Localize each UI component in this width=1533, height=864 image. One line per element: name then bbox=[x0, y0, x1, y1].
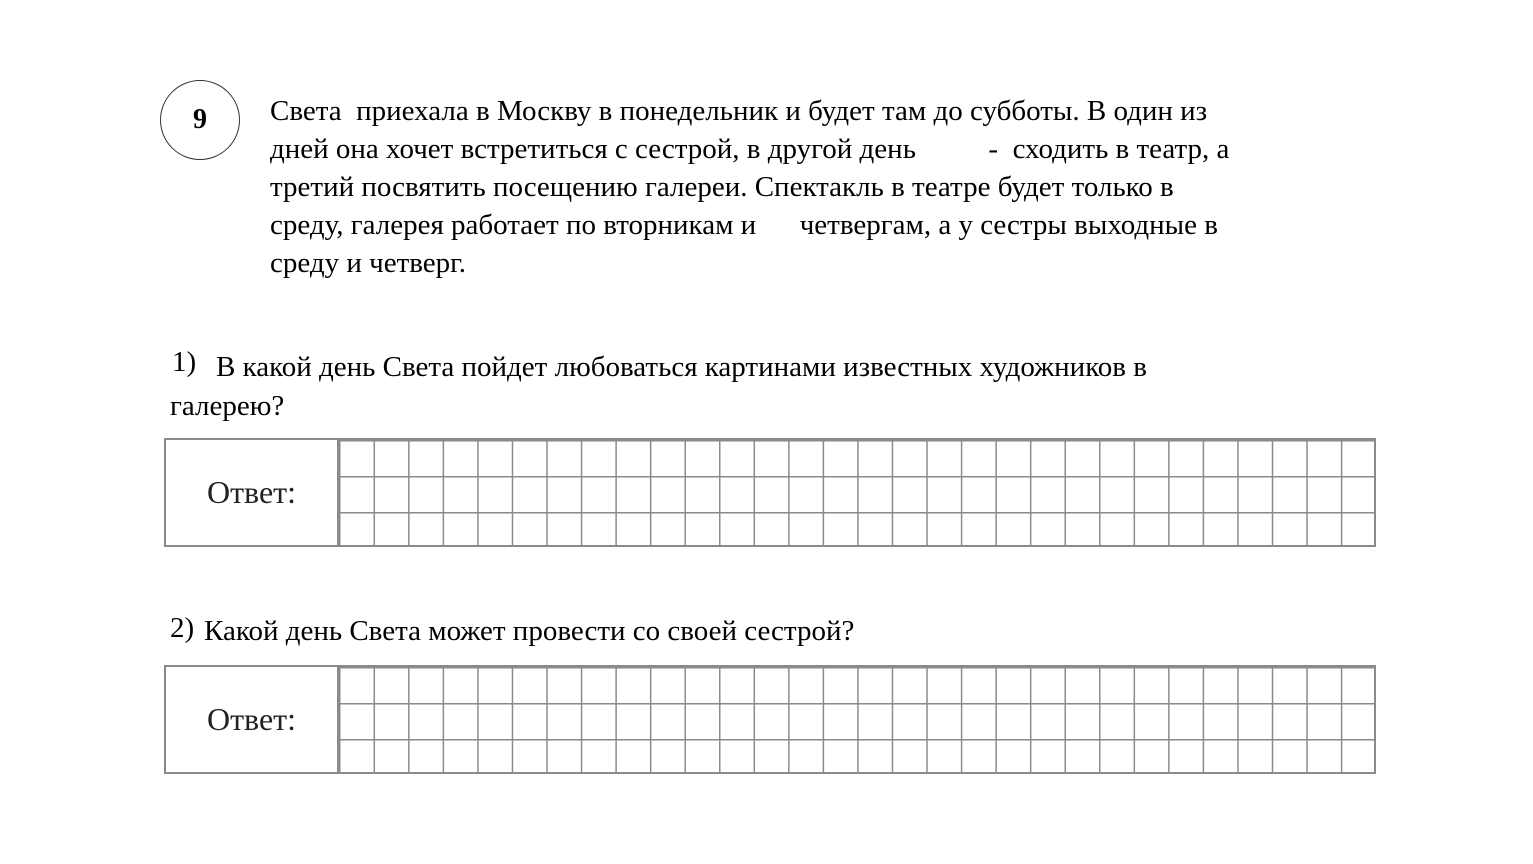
problem-statement bbox=[270, 92, 1229, 282]
problem-line: Света приехала в Москву в понедельник и будет там до субботы. В один из bbox=[270, 95, 1208, 127]
answer-box-2 bbox=[164, 665, 1376, 774]
problem-line: дней она хочет встретиться с сестрой, в другой день - сходить в театр, а bbox=[270, 133, 1230, 165]
answer-grid-1[interactable] bbox=[339, 440, 1374, 545]
problem-line: среду и четверг. bbox=[270, 247, 467, 279]
problem-line: среду, галерея работает по вторникам и четвергам, а у сестры выходные в bbox=[270, 209, 1218, 241]
question-2-text: Какой день Света может провести со своей сестрой? bbox=[204, 615, 855, 647]
answer-label: Ответ: bbox=[166, 667, 339, 772]
answer-box-1 bbox=[164, 438, 1376, 547]
question-1-text-cont: галерею? bbox=[170, 390, 285, 422]
task-number: 9 bbox=[193, 104, 207, 135]
answer-grid-2[interactable] bbox=[339, 667, 1374, 772]
task-number-badge bbox=[160, 80, 240, 160]
question-1-number: 1) bbox=[172, 346, 197, 378]
question-2-number: 2) bbox=[170, 612, 195, 644]
problem-line: третий посвятить посещению галереи. Спектакль в театре будет только в bbox=[270, 171, 1174, 203]
question-1-text: В какой день Света пойдет любоваться картинами известных художников в bbox=[216, 351, 1147, 383]
answer-label: Ответ: bbox=[166, 440, 339, 545]
